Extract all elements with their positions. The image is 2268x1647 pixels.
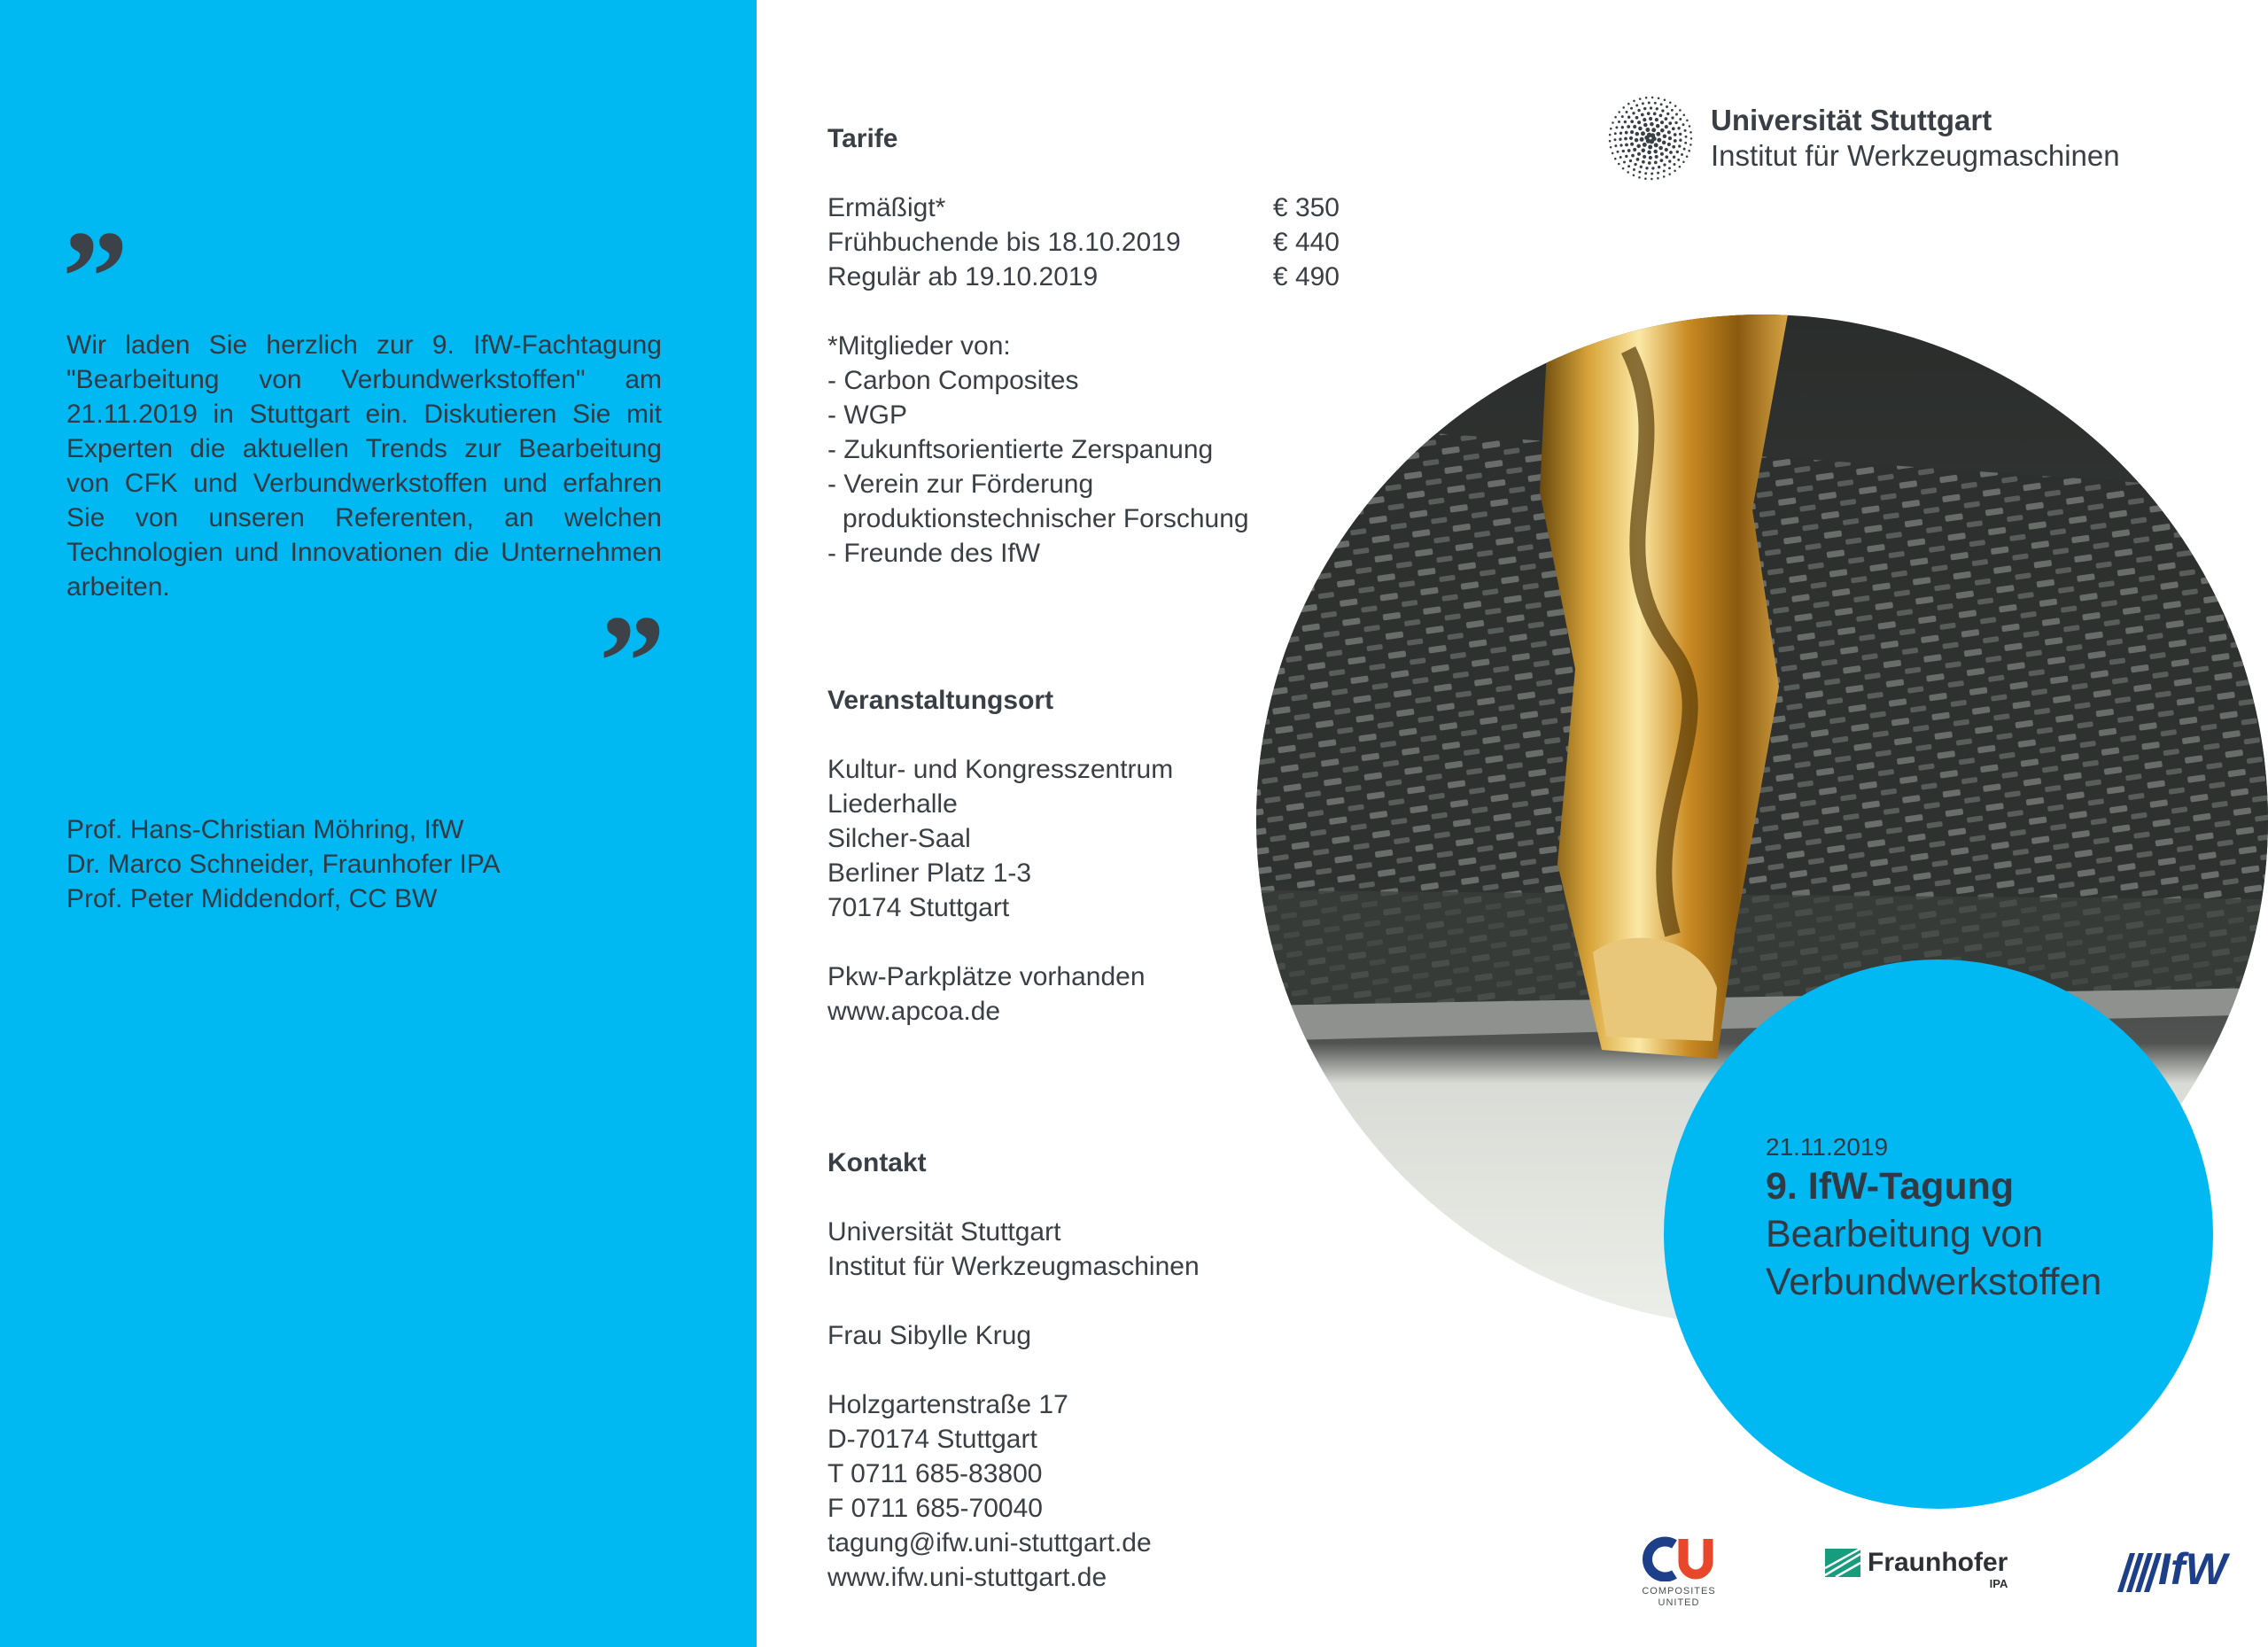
member-item: produktionstechnischer Forschung: [843, 504, 1249, 533]
member-item: - Verein zur Förderung: [827, 470, 1094, 499]
contact-org: Institut für Werkzeugmaschinen: [827, 1252, 1200, 1281]
ifw-logo: [2117, 1546, 2227, 1592]
contact-phone: T 0711 685-83800: [827, 1459, 1043, 1488]
fraunhofer-name: Fraunhofer: [1868, 1548, 2008, 1577]
event-title: 9. IfW-Tagung: [1766, 1165, 2015, 1208]
tariff-price: € 350: [1272, 193, 1340, 222]
contact-section: [827, 1146, 1200, 1595]
invitation-text: Wir laden Sie herzlich zur 9. IfW-Fachtagung "Bearbeitung von Verbundwerkstoffen" am 21.11.2019 in Stuttgart ein. Diskutieren Sie mit Experten die aktuellen Trends zur Bearbeitung von CFK und Verbundwerkstoffen und erfahren Sie von unseren Referenten, an welchen Technologien und Innovationen die Unternehmen arbeiten.: [66, 330, 662, 602]
member-item: - Carbon Composites: [827, 366, 1079, 395]
contact-person: Frau Sibylle Krug: [827, 1321, 1032, 1350]
university-name: Universität Stuttgart: [1711, 104, 1992, 136]
contact-website-link[interactable]: www.ifw.uni-stuttgart.de: [827, 1563, 1107, 1592]
event-info: [1766, 1132, 2101, 1306]
cu-label: UNITED: [1658, 1597, 1700, 1608]
tariff-label: Regulär ab 19.10.2019: [827, 262, 1099, 291]
organizer: Prof. Hans-Christian Möhring, IfW: [66, 815, 464, 844]
venue-line: Liederhalle: [827, 789, 958, 819]
tariff-price: € 440: [1272, 228, 1340, 257]
contact-street: Holzgartenstraße 17: [827, 1390, 1068, 1419]
left-panel: [0, 0, 757, 1647]
tarife-heading: Tarife: [827, 124, 898, 153]
venue-line: Berliner Platz 1-3: [827, 858, 1032, 888]
composites-united-logo: [1639, 1535, 1719, 1609]
tariff-row: [827, 225, 1340, 260]
member-item: - Freunde des IfW: [827, 539, 1041, 568]
venue-heading: Veranstaltungsort: [827, 686, 1054, 715]
tariff-label: Ermäßigt*: [827, 193, 946, 222]
tariff-label: Frühbuchende bis 18.10.2019: [827, 228, 1181, 257]
fraunhofer-logo: [1825, 1549, 2008, 1590]
event-subtitle: Bearbeitung von: [1766, 1213, 2044, 1255]
ifw-name: IfW: [2158, 1544, 2227, 1594]
venue-line: 70174 Stuttgart: [827, 893, 1010, 922]
members-heading: *Mitglieder von:: [827, 331, 1011, 361]
organizer: Dr. Marco Schneider, Fraunhofer IPA: [66, 850, 501, 879]
member-item: - WGP: [827, 400, 907, 430]
cu-logo-icon: [1639, 1535, 1719, 1581]
event-subtitle: Verbundwerkstoffen: [1766, 1261, 2102, 1303]
fraunhofer-mark-icon: [1825, 1549, 1860, 1577]
tariff-row: [827, 190, 1340, 225]
tariff-price: € 490: [1272, 262, 1340, 291]
tariff-row: [827, 260, 1340, 294]
contact-email-link[interactable]: tagung@ifw.uni-stuttgart.de: [827, 1528, 1152, 1558]
contact-heading: Kontakt: [827, 1148, 927, 1177]
venue-section: [827, 683, 1173, 1029]
university-emblem-icon: [1608, 96, 1693, 181]
university-logo: [1608, 96, 2120, 181]
venue-line: Kultur- und Kongresszentrum: [827, 755, 1174, 784]
parking-info: Pkw-Parkplätze vorhanden: [827, 962, 1146, 991]
venue-line: Silcher-Saal: [827, 824, 971, 853]
parking-link[interactable]: www.apcoa.de: [827, 997, 1001, 1026]
member-item: - Zukunftsorientierte Zerspanung: [827, 435, 1214, 464]
contact-city: D-70174 Stuttgart: [827, 1425, 1037, 1454]
event-date: 21.11.2019: [1766, 1133, 1889, 1161]
quote-open-icon: ”: [62, 204, 128, 351]
cu-label: COMPOSITES: [1642, 1586, 1716, 1597]
fraunhofer-ipa: IPA: [1989, 1577, 2008, 1590]
contact-org: Universität Stuttgart: [827, 1217, 1061, 1247]
quote-close-icon: ”: [599, 588, 665, 735]
institute-name: Institut für Werkzeugmaschinen: [1711, 139, 2120, 172]
ifw-stripes-icon: [2117, 1546, 2163, 1592]
tarife-section: [827, 121, 1340, 571]
organizers: [66, 812, 501, 916]
organizer: Prof. Peter Middendorf, CC BW: [66, 884, 438, 913]
contact-fax: F 0711 685-70040: [827, 1494, 1043, 1523]
